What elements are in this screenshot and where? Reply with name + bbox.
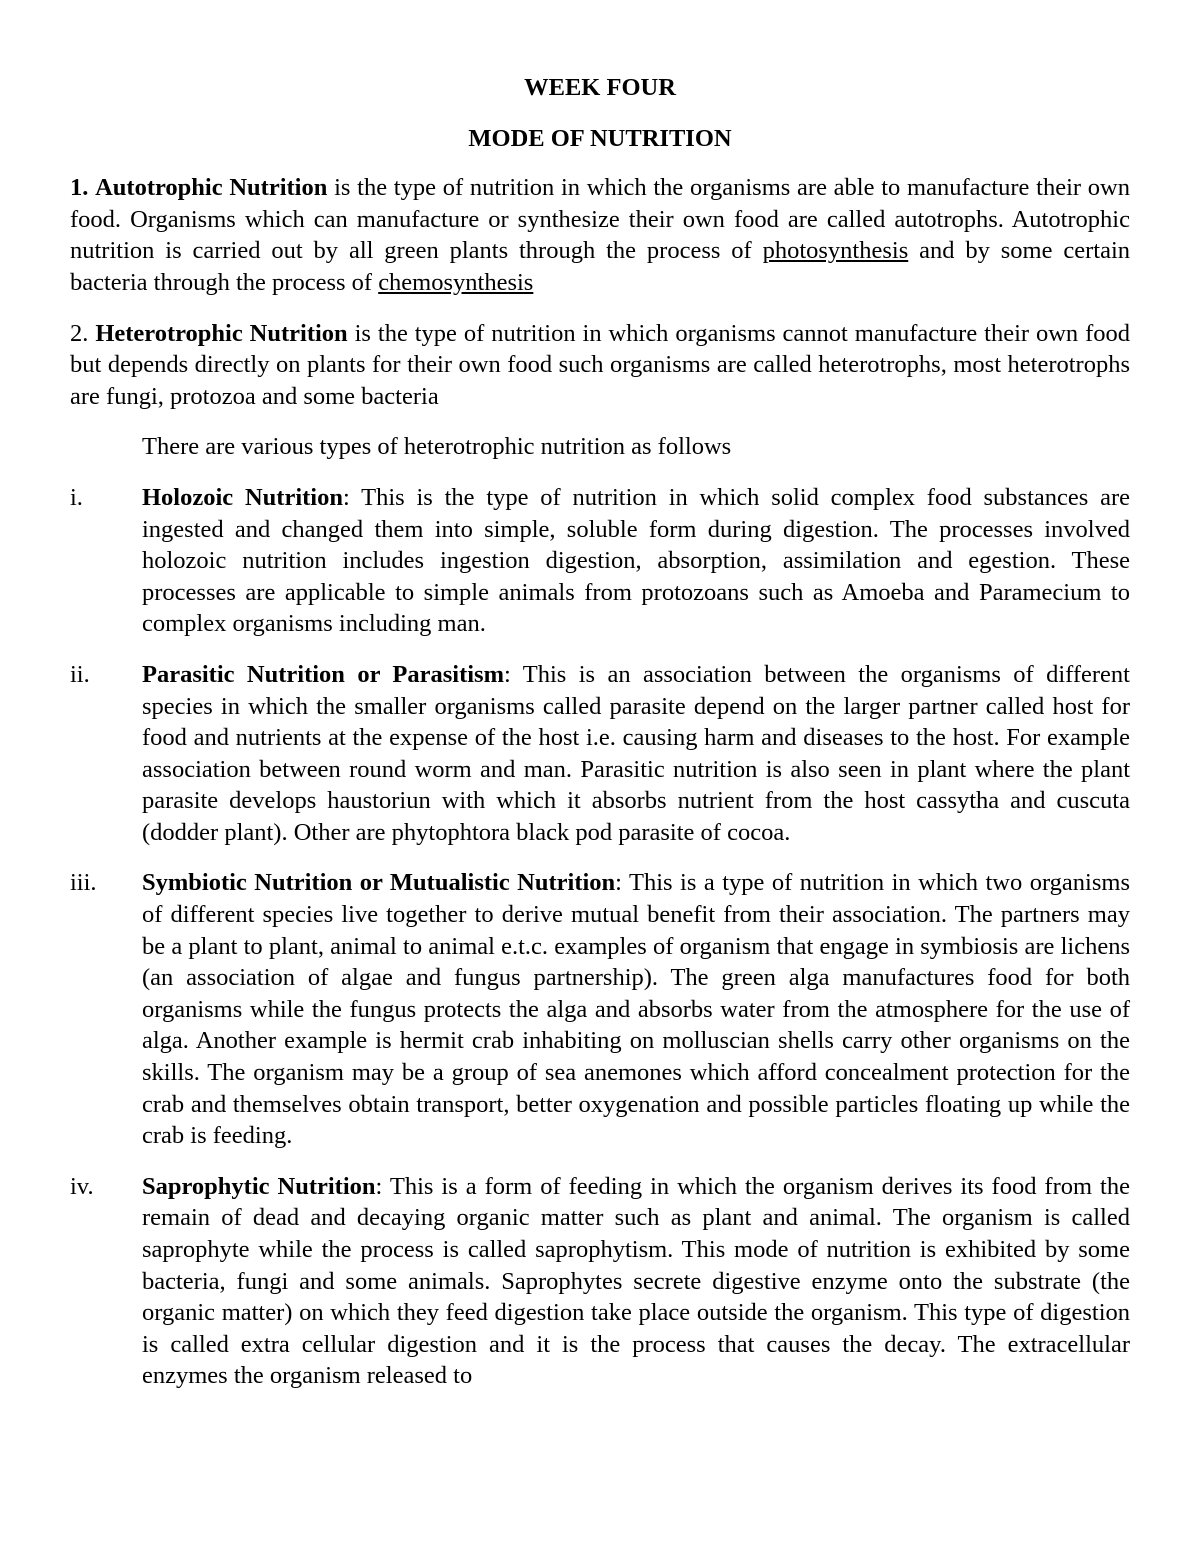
heterotrophic-text: is the type of nutrition in which organisms cannot manufacture their own food but depends directly on plants for their own food such organisms are called heterotrophs, most heterotrophs are fungi, protozoa and some bacteria xyxy=(70,319,1131,410)
document-page xyxy=(70,72,1130,1411)
list-numeral: iv. xyxy=(70,1172,94,1200)
list-item-body xyxy=(142,482,1130,640)
list-item-text: : This is a form of feeding in which the organism derives its food from the remain of dead and decaying organic matter such as plant and animal. The organism is called saprophyte while the process is called saprophytism. This mode of nutrition is exhibited by some bacteria, fungi and some animals. Saprophytes secrete digestive enzyme onto the substrate (the organic matter) on which they feed digestion take place outside the organism. This type of digestion is called extra cellular digestion and it is the process that causes the decay. The extracellular enzymes the organism released to xyxy=(142,1172,1130,1390)
list-item-term: Parasitic Nutrition or Parasitism xyxy=(142,660,504,688)
autotrophic-number: 1. xyxy=(70,174,89,202)
list-item-term: Holozoic Nutrition xyxy=(142,483,343,511)
list-item-term: Saprophytic Nutrition xyxy=(142,1172,376,1200)
heterotrophic-number: 2. xyxy=(70,319,89,347)
list-item-parasitic xyxy=(70,659,1130,849)
list-item-text: : This is an association between the organisms of different species in which the smaller organisms called parasite depend on the larger partner called host for food and nutrients at the expense of the host i.e. causing harm and diseases to the host. For example association between round worm and man. Parasitic nutrition is also seen in plant where the plant parasite develops haustoriun with which it absorbs nutrient from the host cassytha and cuscuta (dodder plant). Other are phytophtora black pod parasite of cocoa. xyxy=(142,660,1130,846)
list-numeral: i. xyxy=(70,483,83,511)
list-item-term: Symbiotic Nutrition or Mutualistic Nutrition xyxy=(142,869,616,897)
heterotrophic-paragraph xyxy=(70,318,1130,413)
list-item-text: : This is the type of nutrition in which solid complex food substances are ingested and changed them into simple, soluble form during digestion. The processes involved holozoic nutrition includes ingestion digestion, absorption, assimilation and egestion. These processes are applicable to simple animals from protozoans such as Amoeba and Paramecium to complex organisms including man. xyxy=(142,483,1130,638)
list-item-symbiotic xyxy=(70,867,1130,1151)
types-intro: There are various types of heterotrophic nutrition as follows xyxy=(142,433,732,461)
chemosynthesis-link[interactable]: chemosynthesis xyxy=(378,268,534,296)
list-item-text: : This is a type of nutrition in which two organisms of different species live together to derive mutual benefit from their association. The partners may be a plant to plant, animal to animal e.t.c. examples of organism that engage in symbiosis are lichens (an association of algae and fungus partnership). The green alga manufactures food for both organisms while the fungus protects the alga and absorbs water from the atmosphere for the use of alga. Another example is hermit crab inhabiting on molluscian shells carry other organisms on the skills. The organism may be a group of sea anemones which afford concealment protection for the crab and themselves obtain transport, better oxygenation and possible particles floating up while the crab is feeding. xyxy=(142,869,1130,1150)
list-item-body xyxy=(142,1171,1130,1392)
list-item-body xyxy=(142,659,1130,849)
photosynthesis-link[interactable]: photosynthesis xyxy=(762,237,909,265)
heterotrophic-term: Heterotrophic Nutrition xyxy=(95,319,348,347)
page-title: WEEK FOUR xyxy=(524,74,676,101)
page-subtitle: MODE OF NUTRITION xyxy=(468,124,732,152)
list-item-body xyxy=(142,867,1130,1151)
autotrophic-text-b: and by some certain bacteria through the process of xyxy=(70,237,1130,296)
list-numeral: iii. xyxy=(70,869,97,897)
list-item-saprophytic xyxy=(70,1171,1130,1392)
list-item-holozoic xyxy=(70,482,1130,640)
autotrophic-paragraph xyxy=(70,172,1130,298)
autotrophic-text-a: is the type of nutrition in which the organisms are able to manufacture their own food. Organisms which can manufacture or synthesize their own food are called autotrophs. Autotrophic nutrition is carried out by all green plants through the process of xyxy=(70,174,1130,265)
list-numeral: ii. xyxy=(70,660,90,688)
autotrophic-term: Autotrophic Nutrition xyxy=(95,174,328,202)
